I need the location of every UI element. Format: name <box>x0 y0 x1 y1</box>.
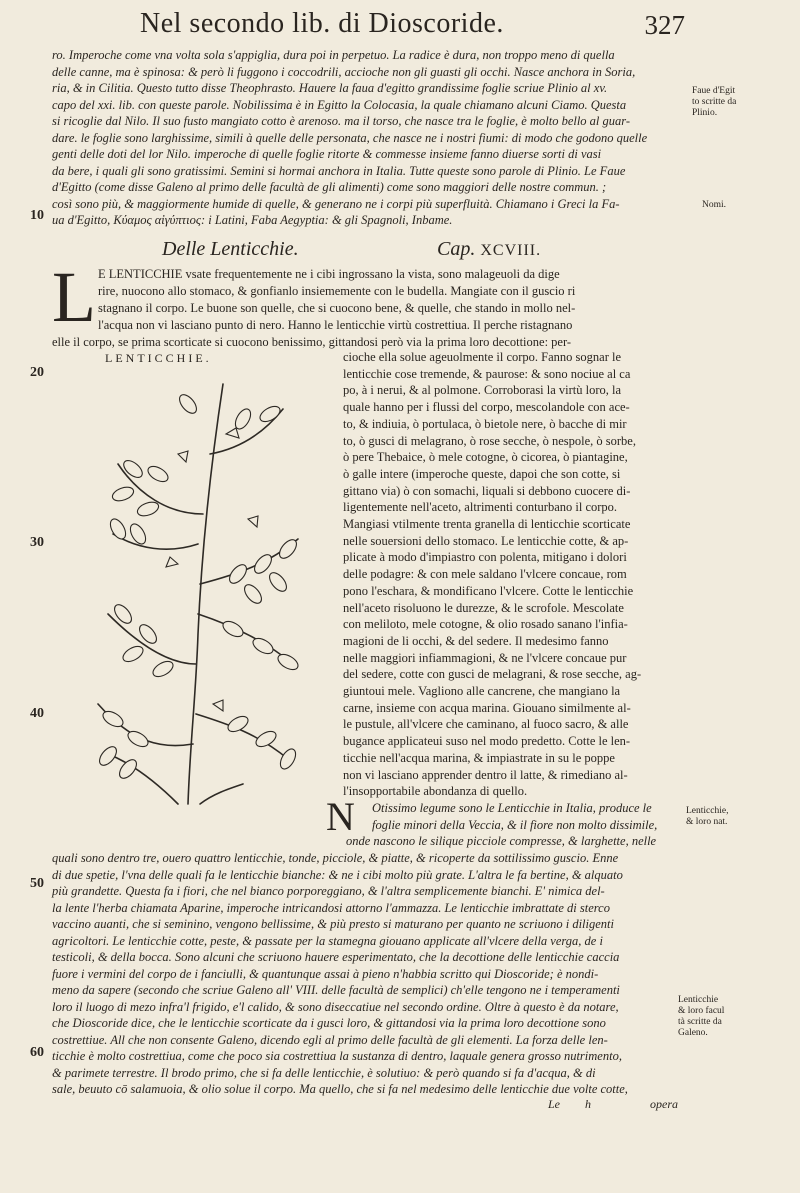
text-line: ligentemente nell'aceto, altrimenti conturbano il corpo. <box>343 500 618 515</box>
text-line: Mangiasi vtilmente trenta granella di lenticchie scorticate <box>343 517 631 531</box>
text-line: testicoli, & della bocca. Sono alcuni che scriuono hauere esperimentato, che la decottione delle lenticchie caccia <box>52 950 620 964</box>
text-line: nelle souersioni dello stomaco. Le lenticchie cotte, & ap- <box>343 533 629 548</box>
text-line: Otissimo legume sono le Lenticchie in Italia, produce le <box>372 801 652 815</box>
text-line: po, à i nerui, & al polmone. Corroborasi la virtù loro, la <box>343 383 622 398</box>
line-number: 30 <box>30 535 44 550</box>
text-line: ò pere Thebaice, ò mele cotogne, ò cicorea, ò piantagine, <box>343 450 628 465</box>
drop-initial-l: L <box>52 257 96 337</box>
text-line: più grandette. Questa fa i fiori, che nel bianco porporeggiano, & l'altra semplicemente bianchi. E' nimica del- <box>52 884 605 898</box>
text-line: carne, insieme con acqua marina. Giouano similmente al- <box>343 700 631 715</box>
text-line: meno da sapere (secondo che scriue Galeno all' VIII. delle facultà de semplici) ch'elle tengono ne i temperamenti <box>52 983 620 997</box>
drop-initial-n: N <box>326 794 355 839</box>
text-line: lenticchie cose tremende, & paurose: & sono nociue al ca <box>343 366 631 381</box>
text-line: capo del xxi. lib. con queste parole. Nobilissima è in Egitto la Colocasia, la quale chiamano alcuni Ciamo. Questa <box>52 97 627 112</box>
text-line: così sono più, & maggiormente humide di quelle, & generano ne i corpi più superfluità. Chiamano i Greci la Fa- <box>52 196 620 211</box>
text-line: plicate à modo d'impiastro con polenta, mitigano i dolori <box>343 550 627 565</box>
text-line: E LENTICCHIE vsate frequentemente ne i cibi ingrossano la vista, sono malageuoli da dige <box>98 267 560 281</box>
text-line: giuntoui mele. Vagliono alle cancrene, che mangiano la <box>343 684 621 698</box>
text-line: le pustule, all'vlcere che caminano, al fuoco sacro, & alle <box>343 717 629 732</box>
text-line: magioni de li occhi, & del sedere. Il medesimo fanno <box>343 633 609 648</box>
text-line: pono l'eschara, & mondificano l'vlcere. Cotte le lenticchie <box>343 583 634 598</box>
text-line: nelle maggiori infiammagioni, & ne l'vlcere concaue pur <box>343 650 627 665</box>
line-number: 40 <box>30 706 44 721</box>
text-line: con meliloto, mele cotogne, & olio rosado sanano l'infia- <box>343 617 628 632</box>
text-line: ticchie nell'acqua marina, & impiastrate in su le poppe <box>343 750 615 765</box>
line-number: 50 <box>30 876 44 891</box>
margin-note-galeno: Lenticchie & loro facul tà scritte da Galeno. <box>678 995 725 1038</box>
running-title: Nel secondo lib. di Dioscoride. <box>140 8 504 39</box>
text-line: d'Egitto (come disse Galeno al primo delle facultà de gli alimenti) come sono maggiori delle nostre commun. ; <box>52 180 607 194</box>
plant-label: LENTICCHIE. <box>105 351 212 365</box>
text-line: genti delle doti del lor Nilo. imperoche di quelle foglie ritorte & commesse insieme fanno diuerse sorti di vasi <box>52 147 602 161</box>
text-line: da bere, i quali gli sono gratissimi. Semini si hormai anchora in Italia. Tutte queste sono parole di Plinio. Le Faue <box>52 163 626 178</box>
margin-note-faue: Faue d'Egit to scritte da Plinio. <box>692 86 737 118</box>
text-line: si ricoglie dal Nilo. Il suo fusto mangiato cotto è arenoso. ma il torso, che nasce tra le foglie, è molto bello al guar- <box>52 114 631 128</box>
text-line: to, & indiuia, ò portulaca, ò bietole nere, ò bacche di mir <box>343 416 627 431</box>
chapter-number: Cap. XCVIII. <box>437 238 542 260</box>
text-line: del sedere, cotte con gusci de melagrani, & rose secche, ag- <box>343 667 642 682</box>
text-line: gittano via) ò con somachi, liquali si debbono cuocere di- <box>343 483 631 498</box>
text-line: foglie minori della Veccia, & il fiore non molto dissimile, <box>372 817 658 832</box>
catchword-left: Le <box>548 1097 560 1111</box>
running-header <box>140 8 685 44</box>
text-line: ua d'Egitto, Κύαμος αἰγύπτιος: i Latini, Faba Aegyptia: & gli Spagnoli, Inbame. <box>52 213 453 227</box>
text-line: to, ò gusci di melagrano, ò rose secche, ò nespole, ò sorbe, <box>343 433 636 448</box>
text-line: agricoltori. Le lenticchie cotte, peste, & passate per la stamegna giouano applicate all'vlcere della verga, de i <box>52 933 603 948</box>
text-line: che Dioscoride dice, che le lenticchie scorticate da i gusci loro, & gittandosi via la prima loro decottione sono <box>52 1016 606 1030</box>
text-line: delle canne, ma è spinosa: & però li fuggono i coccodrili, accioche non gli guasti gli occhi. Nasce anchora in Soria, <box>52 64 636 79</box>
lentil-plant-woodcut <box>38 364 343 809</box>
text-line: loro il luogo di mezo infra'l frigido, e'l calido, & sono diseccatiue nel secondo ordine. Oltre à questo è da notare, <box>52 999 619 1014</box>
text-line: rire, nuocono allo stomaco, & gonfianlo insiememente con le budella. Mangiate con il guscio ri <box>98 284 576 298</box>
text-line: non vi lasciano apprender dentro il latte, & rimediano al- <box>343 767 628 782</box>
text-line: bugance applicateui suso nel modo predetto. Cotte le len- <box>343 734 631 749</box>
text-line: l'insopportabile abondanza di quello. <box>343 784 528 799</box>
line-number: 60 <box>30 1045 44 1060</box>
text-line: quali sono dentro tre, ouero quattro lenticchie, tonde, picciole, & piatte, & ricoperte da sottilissimo guscio. Enne <box>52 851 619 865</box>
catchword-mid: h <box>585 1097 591 1111</box>
text-line: sale, beuuto cō salamuoia, & olio solue il corpo. Ma quello, che si fa nel medesimo delle lenticchie due volte cotte, <box>52 1082 628 1096</box>
chapter-heading <box>162 238 542 261</box>
text-line: cioche ella solue ageuolmente il corpo. Fanno sognar le <box>343 350 622 364</box>
text-line: fuore i vermini del corpo de i fanciulli, & quantunque assai à pieno n'habbia scritto qui Dioscoride; è nondi- <box>52 966 599 981</box>
text-line: ro. Imperoche come vna volta sola s'appiglia, dura poi in perpetuo. La radice è dura, non troppo meno di quella <box>52 48 615 62</box>
text-line: stagnano il corpo. Le buone son quelle, che si cuocono bene, & quelle, che stando in mollo nel- <box>98 301 576 315</box>
text-line: l'acqua non vi lasciano punto di nero. Hanno le lenticchie virtù costrettiua. Il perche ristagnano <box>98 318 573 332</box>
text-line: onde nascono le silique picciole compresse, & larghette, nelle <box>346 834 657 848</box>
text-line: la lente l'herba chiamata Aparine, imperoche intricandosi attorno l'ammazza. Le lenticchie imbrattate di sterco <box>52 900 610 915</box>
text-line: ria, & in Cilitia. Questo tutto disse Theophrasto. Hauere la faua d'egitto grandissime foglie scriue Plinio al xv. <box>52 81 608 95</box>
chapter-title: Delle Lenticchie. <box>162 238 299 260</box>
text-line: ò galle intere (imperoche queste, dapoi che son cotte, si <box>343 466 621 481</box>
margin-note-nomi: Nomi. <box>702 200 727 210</box>
margin-note-lenticchie: Lenticchie, & loro nat. <box>686 806 729 827</box>
text-line: dare. le foglie sono larghissime, simili à quelle delle personata, che nasce ne i nostri fiumi: di modo che godono quelle <box>52 130 648 145</box>
text-line: costrettiue. All che non consente Galeno, dicendo egli al primo delle facultà de gli elementi. La forza delle len- <box>52 1032 608 1047</box>
line-number: 10 <box>30 208 44 223</box>
text-line: quale hanno per i flussi del corpo, mescolandole con ace- <box>343 400 630 415</box>
text-line: nell'aceto risoluono le durezze, & le scrofole. Mescolate <box>343 600 624 615</box>
text-line: ticchie è molto costrettiua, come che poco sia costrettiua la sustanza di dentro, laquale genera grosso nutrimento, <box>52 1049 622 1063</box>
catchword-right: opera <box>650 1097 678 1111</box>
page-number: 327 <box>644 10 685 40</box>
text-line: elle il corpo, se prima scorticate si cuocono benissimo, gittandosi però via la prima loro decottione: per- <box>52 335 572 349</box>
text-line: vaccino auanti, che si seminino, vengono bellissime, & più presto si maturano per quanto ne scriuono i diligenti <box>52 917 614 931</box>
text-line: & parimete terrestre. Il brodo primo, che si fa delle lenticchie, è solutiuo: & però quando si fa d'acqua, & di <box>52 1065 596 1080</box>
text-line: di due spetie, l'vna delle quali fa le lenticchie bianche: & ne i cibi molto più grate. L'altra le fa bertine, & alquato <box>52 867 623 882</box>
line-number: 20 <box>30 365 44 380</box>
text-line: delle podagre: & con mele saldano l'vlcere concaue, rom <box>343 567 627 582</box>
